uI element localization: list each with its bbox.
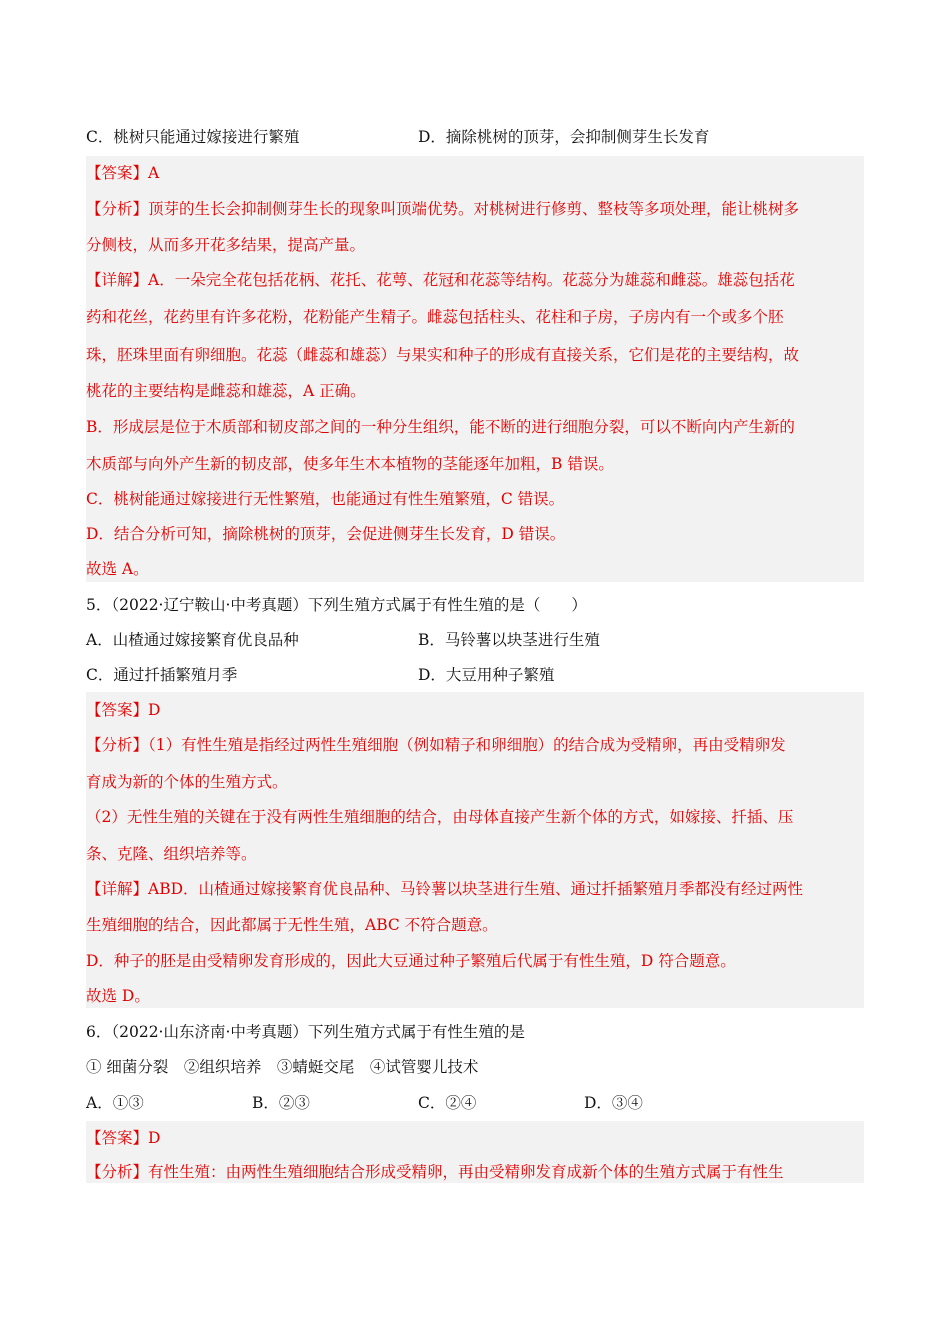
q6-items: ① 细菌分裂 ②组织培养 ③蜻蜓交尾 ④试管婴儿技术 xyxy=(86,1058,479,1076)
q5-detail-line: 【详解】ABD．山楂通过嫁接繁育优良品种、马铃薯以块茎进行生殖、通过扦插繁殖月季都没有经过两性 xyxy=(86,880,804,898)
q5-option-a: A．山楂通过嫁接繁育优良品种 xyxy=(86,631,299,649)
q4-detail-line: B．形成层是位于木质部和韧皮部之间的一种分生组织，能不断的进行细胞分裂，可以不断向内产生新的 xyxy=(86,418,795,436)
q5-option-d: D．大豆用种子繁殖 xyxy=(418,666,555,684)
q5-answer: 【答案】D xyxy=(86,701,161,719)
q4-option-c: C．桃树只能通过嫁接进行繁殖 xyxy=(86,128,300,146)
q4-analysis-line: 【分析】顶芽的生长会抑制侧芽生长的现象叫顶端优势。对桃树进行修剪、整枝等多项处理，能让桃树多 xyxy=(86,200,800,218)
q6-option-c: C．②④ xyxy=(418,1094,477,1112)
q5-stem: 5．（2022·辽宁鞍山·中考真题）下列生殖方式属于有性生殖的是（ ） xyxy=(86,596,587,614)
q6-option-b: B．②③ xyxy=(252,1094,310,1112)
q4-conclusion: 故选 A。 xyxy=(86,560,149,578)
q5-analysis-line: 【分析】（1）有性生殖是指经过两性生殖细胞（例如精子和卵细胞）的结合成为受精卵，再由受精卵发 xyxy=(86,736,786,754)
q4-answer: 【答案】A xyxy=(86,164,160,182)
q4-detail-line: 【详解】A．一朵完全花包括花柄、花托、花萼、花冠和花蕊等结构。花蕊分为雄蕊和雌蕊。雄蕊包括花 xyxy=(86,271,795,289)
q5-detail-line: 生殖细胞的结合，因此都属于无性生殖，ABC 不符合题意。 xyxy=(86,916,498,934)
q5-analysis-line: 育成为新的个体的生殖方式。 xyxy=(86,773,288,791)
q4-analysis-line: 分侧枝，从而多开花多结果，提高产量。 xyxy=(86,236,366,254)
q6-analysis-line: 【分析】有性生殖：由两性生殖细胞结合形成受精卵，再由受精卵发育成新个体的生殖方式属于有性生 xyxy=(86,1163,784,1181)
q5-option-b: B．马铃薯以块茎进行生殖 xyxy=(418,631,600,649)
q6-option-a: A．①③ xyxy=(86,1094,144,1112)
q5-analysis-line: 条、克隆、组织培养等。 xyxy=(86,845,257,863)
q5-option-c: C．通过扦插繁殖月季 xyxy=(86,666,238,684)
q4-detail-line: 药和花丝，花药里有许多花粉，花粉能产生精子。雌蕊包括柱头、花柱和子房，子房内有一个或多个胚 xyxy=(86,308,784,326)
q5-conclusion: 故选 D。 xyxy=(86,987,150,1005)
q4-detail-line: 珠，胚珠里面有卵细胞。花蕊（雌蕊和雄蕊）与果实和种子的形成有直接关系，它们是花的主要结构，故 xyxy=(86,346,800,364)
q4-detail-line: 桃花的主要结构是雌蕊和雄蕊，A 正确。 xyxy=(86,382,366,400)
q4-detail-line: D．结合分析可知，摘除桃树的顶芽，会促进侧芽生长发育，D 错误。 xyxy=(86,525,566,543)
q5-analysis-line: （2）无性生殖的关键在于没有两性生殖细胞的结合，由母体直接产生新个体的方式，如嫁接、扦插、压 xyxy=(86,808,794,826)
q4-detail-line: C．桃树能通过嫁接进行无性繁殖，也能通过有性生殖繁殖，C 错误。 xyxy=(86,490,565,508)
q6-stem: 6．（2022·山东济南·中考真题）下列生殖方式属于有性生殖的是 xyxy=(86,1023,525,1041)
q4-detail-line: 木质部与向外产生新的韧皮部，使多年生木本植物的茎能逐年加粗，B 错误。 xyxy=(86,455,614,473)
q6-answer: 【答案】D xyxy=(86,1129,161,1147)
q5-detail-line: D．种子的胚是由受精卵发育形成的，因此大豆通过种子繁殖后代属于有性生殖，D 符合题意。 xyxy=(86,952,736,970)
q4-option-d: D．摘除桃树的顶芽，会抑制侧芽生长发育 xyxy=(418,128,710,146)
q4-answer-box xyxy=(86,156,864,582)
q6-option-d: D．③④ xyxy=(584,1094,643,1112)
